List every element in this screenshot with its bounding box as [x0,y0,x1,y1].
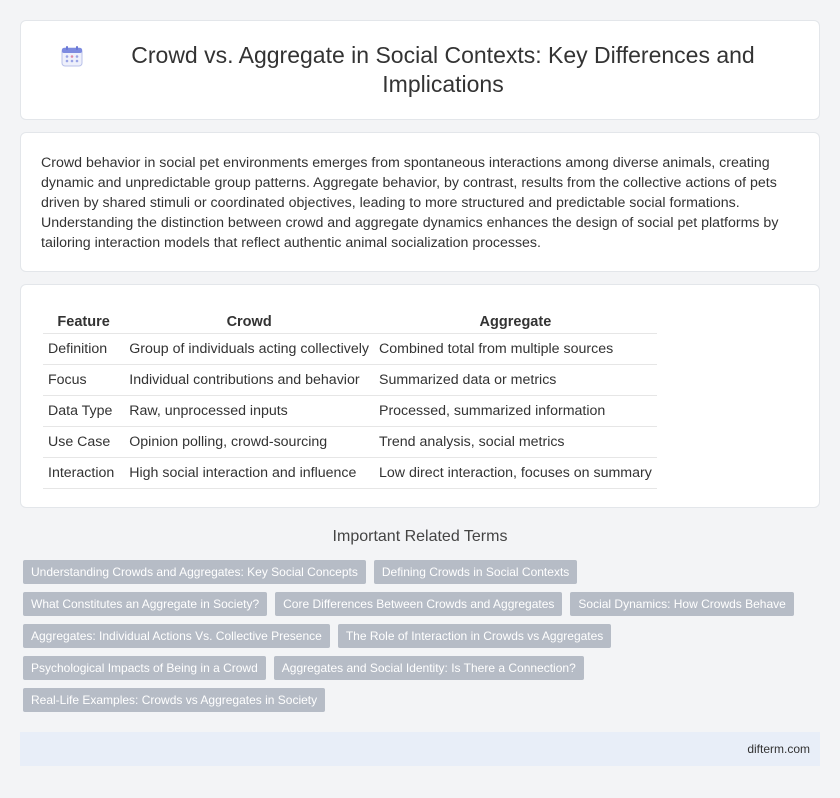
table-cell-crowd: High social interaction and influence [124,458,374,489]
related-term-tag[interactable]: Social Dynamics: How Crowds Behave [570,592,793,616]
column-header-crowd: Crowd [124,309,374,334]
related-terms-title: Important Related Terms [332,528,508,545]
table-cell-aggregate: Combined total from multiple sources [374,334,657,365]
table-row [43,427,657,458]
table-cell-feature: Data Type [43,396,124,427]
calendar-icon [61,45,83,67]
related-term-tag[interactable]: Psychological Impacts of Being in a Crowd [23,656,266,680]
related-term-tag[interactable]: Defining Crowds in Social Contexts [374,560,577,584]
table-cell-feature: Focus [43,365,124,396]
column-header-feature: Feature [43,309,124,334]
table-cell-aggregate: Processed, summarized information [374,396,657,427]
footer-site-name[interactable]: difterm.com [747,742,810,756]
table-cell-crowd: Individual contributions and behavior [124,365,374,396]
table-header-row [43,309,657,334]
table-cell-aggregate: Low direct interaction, focuses on summary [374,458,657,489]
title-wrap [61,41,779,99]
comparison-table-card [20,284,820,508]
table-row [43,334,657,365]
intro-card [20,132,820,272]
page-title: Crowd vs. Aggregate in Social Contexts: Key Differences and Implications [131,42,755,97]
table-row [43,365,657,396]
table-cell-crowd: Opinion polling, crowd-sourcing [124,427,374,458]
table-cell-aggregate: Summarized data or metrics [374,365,657,396]
footer [20,732,820,766]
related-terms-tags [20,560,820,720]
related-term-tag[interactable]: Core Differences Between Crowds and Aggregates [275,592,562,616]
related-term-tag[interactable]: Aggregates and Social Identity: Is There a Connection? [274,656,584,680]
table-row [43,396,657,427]
table-cell-feature: Interaction [43,458,124,489]
header-card [20,20,820,120]
table-cell-crowd: Group of individuals acting collectively [124,334,374,365]
related-term-tag[interactable]: Aggregates: Individual Actions Vs. Collective Presence [23,624,330,648]
table-row [43,458,657,489]
related-term-tag[interactable]: Understanding Crowds and Aggregates: Key Social Concepts [23,560,366,584]
comparison-table [43,309,657,489]
column-header-aggregate: Aggregate [374,309,657,334]
table-cell-feature: Definition [43,334,124,365]
intro-paragraph: Crowd behavior in social pet environments emerges from spontaneous interactions among diverse animals, creating dynamic and unpredictable group patterns. Aggregate behavior, by contrast, results from the collective actions of pets driven by shared stimuli or coordinated objectives, leading to more structured and predictable social formations. Understanding the distinction between crowd and aggregate dynamics enhances the design of social pet platforms by tailoring interaction models that reflect authentic animal socialization processes. [41,155,779,251]
related-term-tag[interactable]: Real-Life Examples: Crowds vs Aggregates in Society [23,688,325,712]
table-cell-feature: Use Case [43,427,124,458]
related-term-tag[interactable]: The Role of Interaction in Crowds vs Aggregates [338,624,611,648]
table-cell-aggregate: Trend analysis, social metrics [374,427,657,458]
related-terms-section [20,528,820,720]
related-term-tag[interactable]: What Constitutes an Aggregate in Society? [23,592,267,616]
table-cell-crowd: Raw, unprocessed inputs [124,396,374,427]
